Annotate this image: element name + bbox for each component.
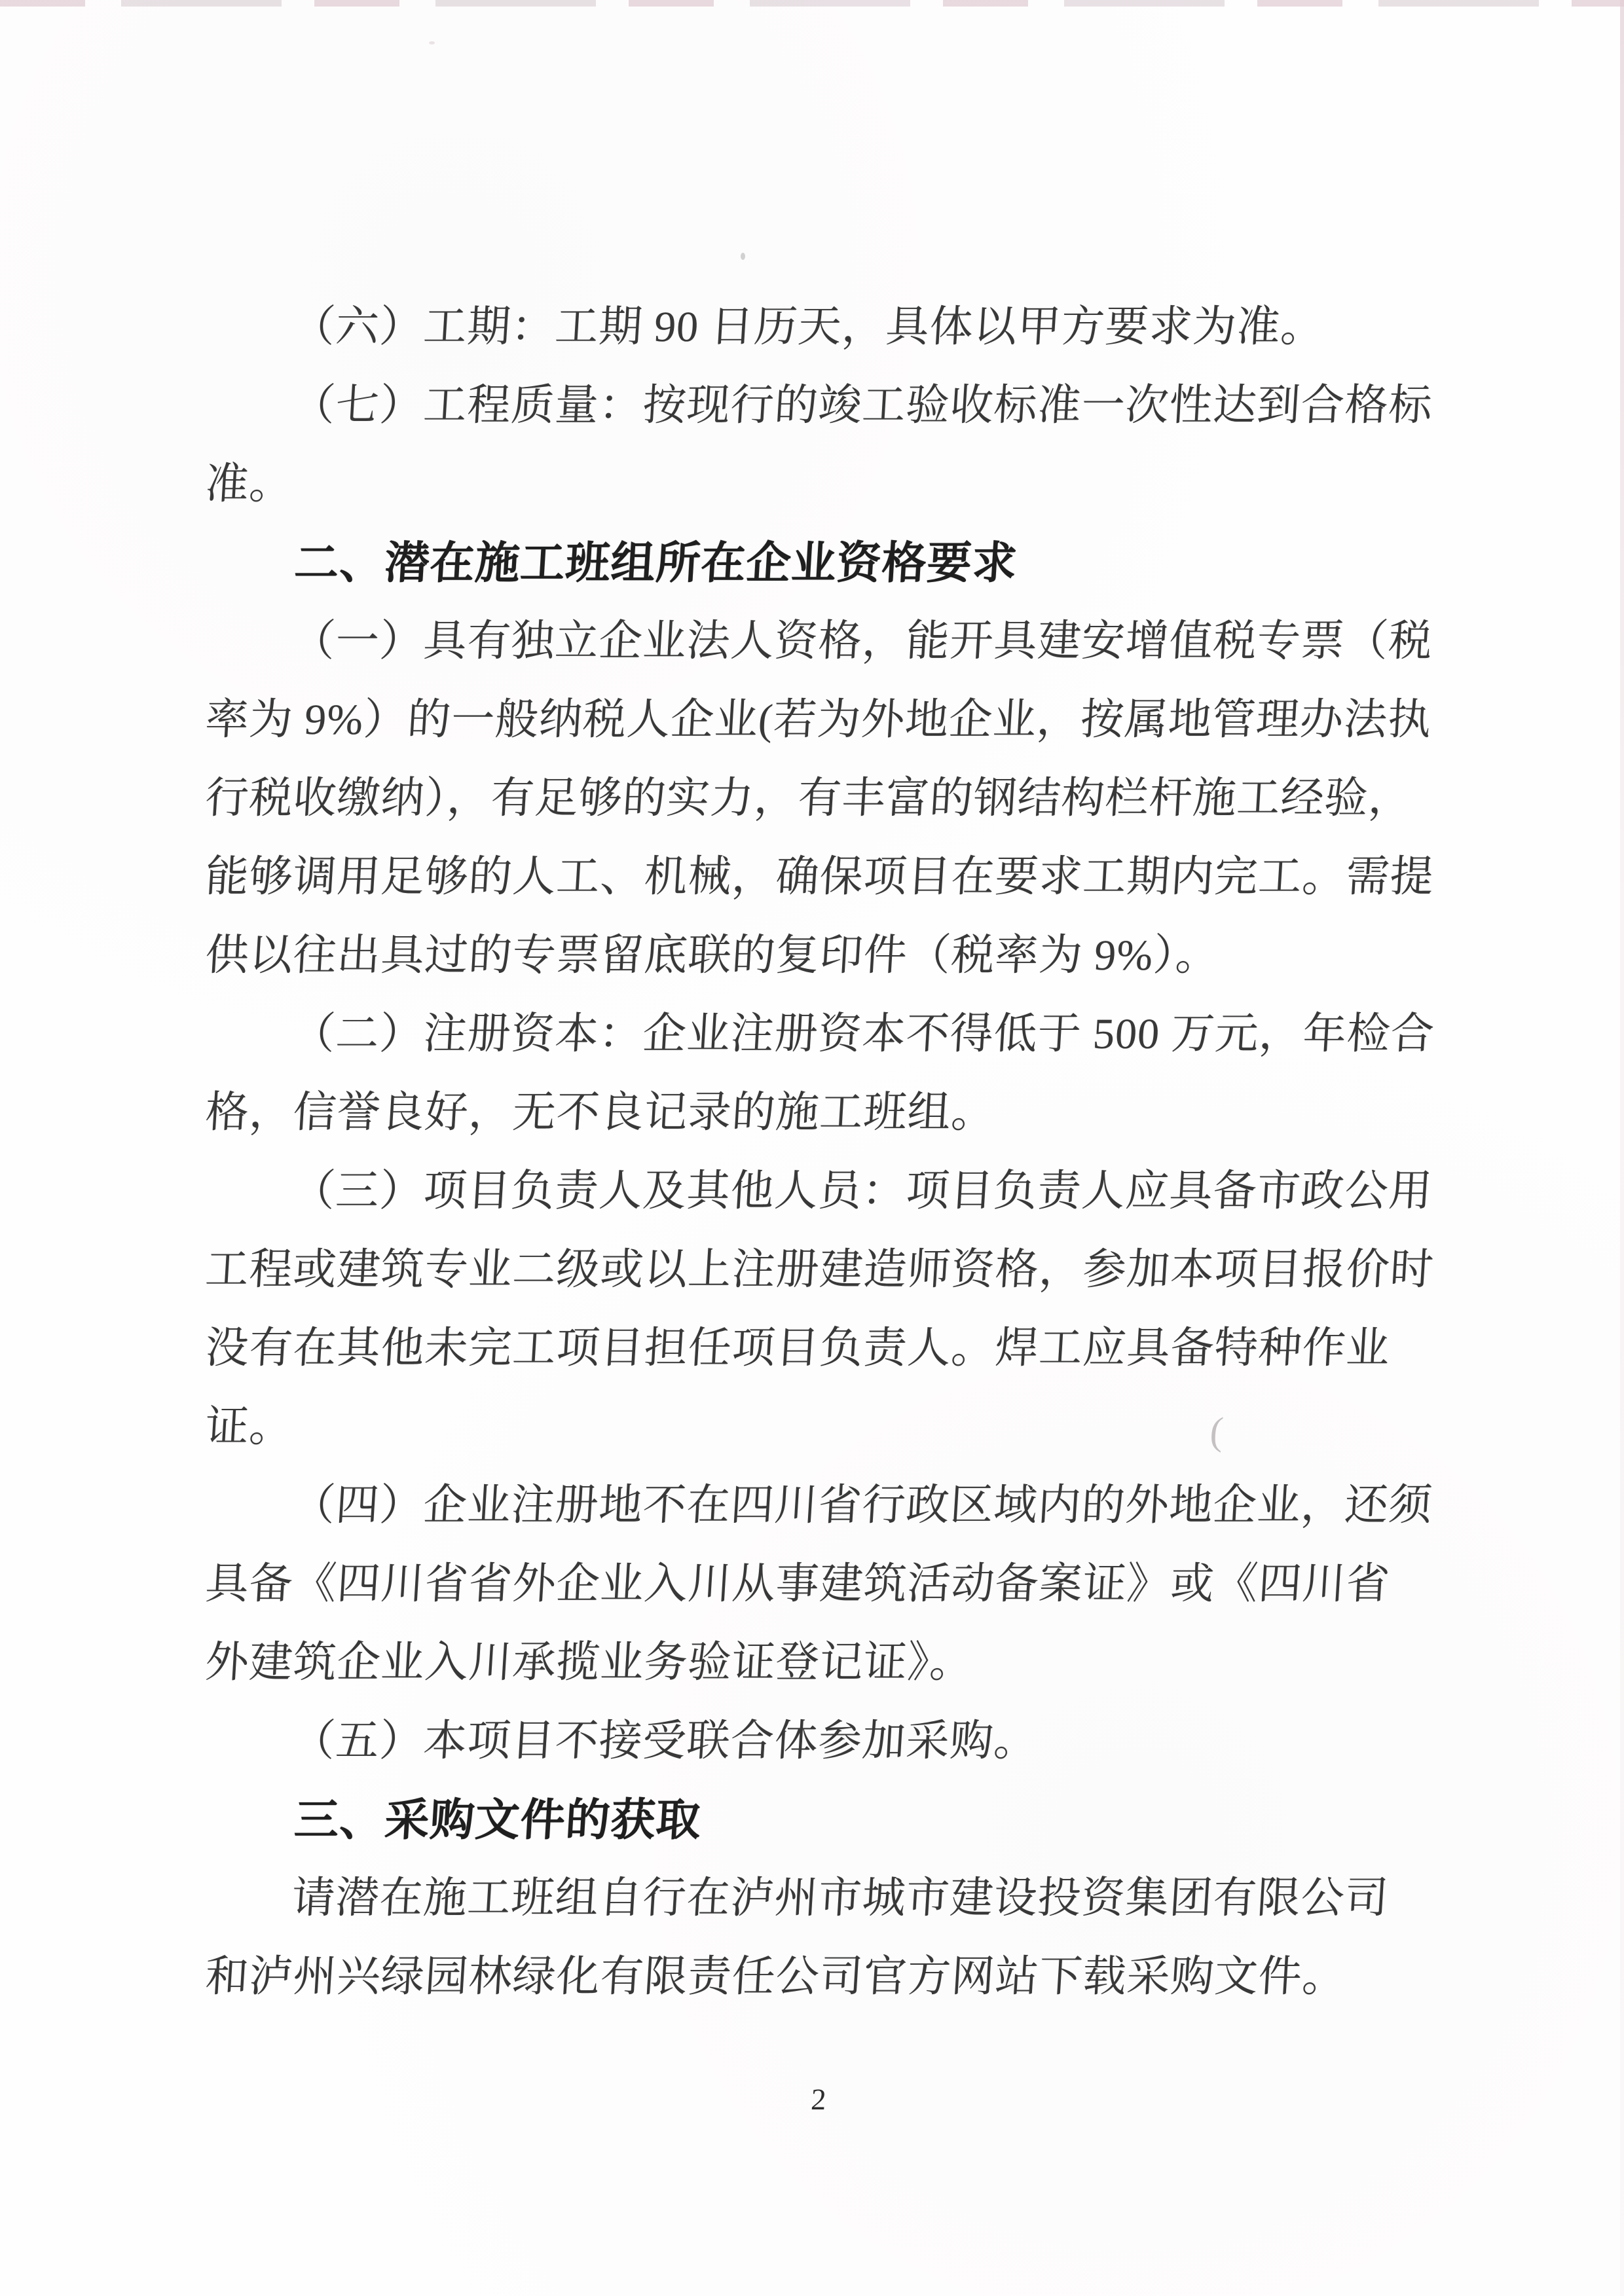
text-line: 准。 [204,460,295,508]
text-line: 请潜在施工班组自行在泸州市城市建设投资集团有限公司 [290,1874,1390,1922]
heading-section-3: 三、采购文件的获取 [293,1795,703,1845]
text-line-item-1: （一）具有独立企业法人资格，能开具建安增值税专票（税 [290,617,1434,665]
text-line: 外建筑企业入川承揽业务验证登记证》。 [204,1639,975,1686]
text-line-clause-7: （七）工程质量：按现行的竣工验收标准一次性达到合格标 [290,382,1434,429]
heading-section-2: 二、潜在施工班组所在企业资格要求 [293,538,1020,588]
text-line: 率为 9%）的一般纳税人企业(若为外地企业，按属地管理办法执 [204,696,1433,744]
scan-edge-artifact-right [1620,0,1624,2296]
text-line-item-3: （三）项目负责人及其他人员：项目负责人应具备市政公用 [290,1167,1434,1215]
scan-artifact-stray-paren: ( [1208,1410,1225,1453]
document-text-block [203,288,1436,2016]
text-line: 具备《四川省省外企业入川从事建筑活动备案证》或《四川省 [204,1560,1392,1608]
text-line-clause-6: （六）工期：工期 90 日历天，具体以甲方要求为准。 [290,303,1326,351]
page-number: 2 [810,2083,827,2116]
text-line-item-5: （五）本项目不接受联合体参加采购。 [290,1717,1039,1765]
text-line-item-2: （二）注册资本：企业注册资本不得低于 500 万元，年检合 [290,1010,1436,1058]
text-line: 没有在其他未完工项目担任项目负责人。焊工应具备特种作业 [204,1324,1392,1372]
text-line: 格，信誉良好，无不良记录的施工班组。 [204,1089,997,1137]
scan-edge-artifact-top [0,0,1624,7]
text-line: 和泸州兴绿园林绿化有限责任公司官方网站下载采购文件。 [204,1953,1348,2001]
text-line: 供以往出具过的专票留底联的复印件（税率为 9%）。 [204,932,1221,979]
text-line: 证。 [204,1403,295,1451]
text-line-item-4: （四）企业注册地不在四川省行政区域内的外地企业，还须 [290,1482,1434,1529]
text-line: 工程或建筑专业二级或以上注册建造师资格，参加本项目报价时 [204,1246,1435,1294]
text-line: 行税收缴纳），有足够的实力，有丰富的钢结构栏杆施工经验， [204,774,1414,822]
text-line: 能够调用足够的人工、机械，确保项目在要求工期内完工。需提 [204,853,1435,901]
scan-speck [429,41,435,45]
scan-speck [741,253,745,260]
